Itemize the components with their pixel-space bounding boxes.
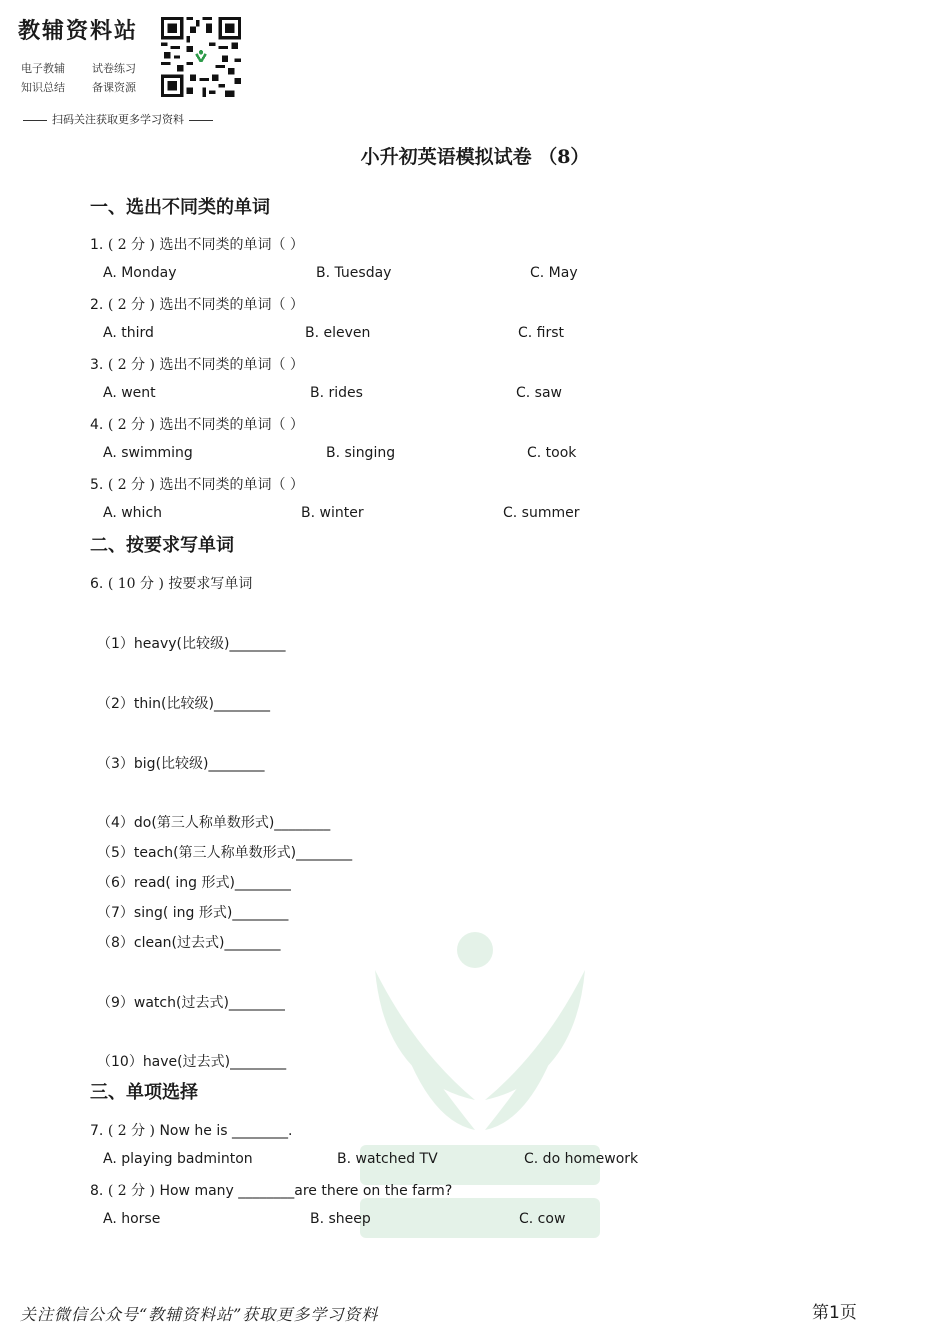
q1-option-b: B. Tuesday [316,265,392,281]
question-score: ( 2 分 ) [107,237,155,253]
question-score: ( 2 分 ) [107,417,155,433]
page-number: 第1页 [812,1303,857,1323]
scan-prompt-text: 扫码关注获取更多学习资料 [52,113,184,126]
tag-knowledge-summary: 知识总结 [21,81,65,94]
footer-note: 关注微信公众号“教辅资料站”获取更多学习资料 [20,1305,379,1324]
question-text: 选出不同类的单词（ ） [159,297,304,313]
q3-option-a: A. went [103,385,156,401]
divider-right [189,120,213,121]
watermark-logo-icon [355,930,605,1250]
q4-option-c: C. took [527,445,577,461]
q3-option-c: C. saw [516,385,562,401]
brand-logo-text: 教辅资料站 [18,18,139,44]
q5-option-b: B. winter [301,505,364,521]
question-text: 选出不同类的单词（ ） [159,237,304,253]
page-title: 小升初英语模拟试卷 （8） [360,146,590,168]
question-text: 按要求写单词 [168,576,253,592]
question-2 [90,294,304,314]
question-number: 8. [90,1183,104,1199]
question-4 [90,414,304,434]
q2-option-b: B. eleven [305,325,371,341]
q3-option-b: B. rides [310,385,363,401]
q6-subitem-5: （5）teach(第三人称单数形式)________ [97,845,353,861]
question-6 [90,573,252,593]
q8-option-a: A. horse [103,1211,161,1227]
q4-option-b: B. singing [326,445,396,461]
q4-option-a: A. swimming [103,445,193,461]
q6-subitem-1: （1）heavy(比较级)________ [97,636,286,652]
tag-lesson-resources: 备课资源 [92,81,136,94]
question-text: 选出不同类的单词（ ） [159,477,304,493]
question-number: 4. [90,417,104,433]
qr-code-icon [161,17,241,97]
scan-prompt [18,111,218,127]
question-number: 5. [90,477,104,493]
q6-subitem-2: （2）thin(比较级)________ [97,696,270,712]
q2-option-c: C. first [518,325,565,341]
q5-option-c: C. summer [503,505,580,521]
question-number: 3. [90,357,104,373]
divider-left [23,120,47,121]
question-score: ( 2 分 ) [107,1183,155,1199]
question-3 [90,354,304,374]
question-score: ( 10 分 ) [107,576,164,592]
q7-option-b: B. watched TV [337,1151,438,1167]
question-1 [90,234,304,254]
section-heading-word-forms: 二、按要求写单词 [90,535,234,556]
q1-option-a: A. Monday [103,265,177,281]
question-text: Now he is ________. [159,1123,293,1139]
question-number: 2. [90,297,104,313]
q6-subitem-10: （10）have(过去式)________ [97,1054,287,1070]
question-text: 选出不同类的单词（ ） [159,417,304,433]
q6-subitem-3: （3）big(比较级)________ [97,756,265,772]
question-number: 7. [90,1123,104,1139]
question-number: 1. [90,237,104,253]
q6-subitem-6: （6）read( ing 形式)________ [97,875,291,891]
tag-e-textbook: 电子教辅 [21,62,65,75]
q7-option-a: A. playing badminton [103,1151,253,1167]
question-score: ( 2 分 ) [107,357,155,373]
section-heading-odd-one-out: 一、选出不同类的单词 [90,197,270,218]
question-score: ( 2 分 ) [107,477,155,493]
question-number: 6. [90,576,104,592]
question-text: 选出不同类的单词（ ） [159,357,304,373]
q6-subitem-8: （8）clean(过去式)________ [97,935,281,951]
question-text: How many ________are there on the farm? [159,1183,453,1199]
question-8 [90,1180,452,1200]
question-5 [90,474,304,494]
question-score: ( 2 分 ) [107,297,155,313]
q7-option-c: C. do homework [524,1151,639,1167]
section-heading-single-choice: 三、单项选择 [90,1082,198,1103]
q6-subitem-7: （7）sing( ing 形式)________ [97,905,289,921]
q5-option-a: A. which [103,505,163,521]
q6-subitem-4: （4）do(第三人称单数形式)________ [97,815,331,831]
q8-option-c: C. cow [519,1211,566,1227]
tag-exam-practice: 试卷练习 [92,62,136,75]
question-7 [90,1120,292,1140]
question-score: ( 2 分 ) [107,1123,155,1139]
q6-subitem-9: （9）watch(过去式)________ [97,995,285,1011]
q1-option-c: C. May [530,265,578,281]
q2-option-a: A. third [103,325,154,341]
q8-option-b: B. sheep [310,1211,371,1227]
